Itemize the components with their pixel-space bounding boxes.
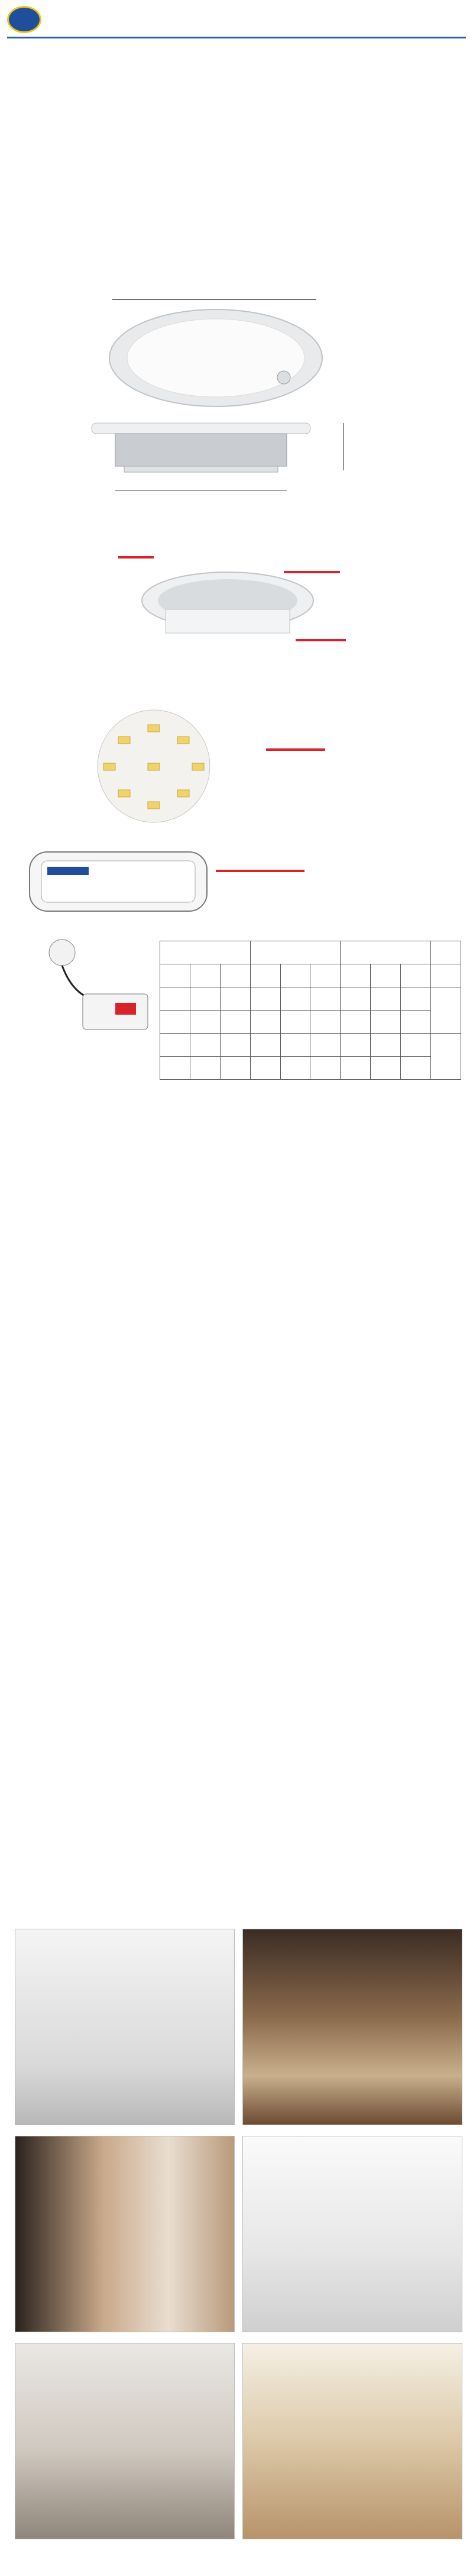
table-cell bbox=[220, 964, 250, 987]
table-cell bbox=[250, 1057, 280, 1080]
table-cell bbox=[401, 1011, 431, 1034]
table-row bbox=[160, 1057, 461, 1080]
table-cell bbox=[220, 1057, 250, 1080]
table-header bbox=[160, 941, 251, 964]
table-cell bbox=[220, 987, 250, 1011]
scene-photo-corridor bbox=[15, 1929, 235, 2125]
function-cell bbox=[431, 987, 461, 1034]
table-cell bbox=[401, 1034, 431, 1057]
table-cell bbox=[280, 964, 310, 987]
table-cell bbox=[341, 1011, 371, 1034]
pointer-arrow bbox=[216, 870, 304, 872]
pointer-arrow bbox=[118, 556, 154, 559]
table-cell bbox=[280, 1057, 310, 1080]
brand-logo bbox=[7, 6, 41, 33]
table-header bbox=[250, 941, 341, 964]
table-cell bbox=[250, 987, 280, 1011]
table-cell bbox=[310, 964, 341, 987]
adjustment-table bbox=[160, 941, 461, 1080]
table-cell bbox=[401, 987, 431, 1011]
table-header bbox=[341, 941, 431, 964]
scene-photo-living-room bbox=[242, 2343, 462, 2539]
lamp-detail-image bbox=[139, 568, 316, 645]
lamp-front-image bbox=[106, 308, 325, 408]
table-cell bbox=[401, 964, 431, 987]
diameter-dimension-line bbox=[112, 299, 316, 300]
table-row bbox=[160, 1011, 461, 1034]
scene-photo-hallway bbox=[15, 2136, 235, 2332]
table-cell bbox=[160, 1011, 190, 1034]
scene-photo-kitchen bbox=[15, 2343, 235, 2539]
table-cell bbox=[401, 1057, 431, 1080]
table-cell bbox=[190, 1057, 220, 1080]
table-cell bbox=[371, 964, 401, 987]
table-cell bbox=[371, 1034, 401, 1057]
table-header bbox=[431, 941, 461, 964]
table-row bbox=[160, 987, 461, 1011]
table-cell bbox=[341, 987, 371, 1011]
table-cell bbox=[160, 987, 190, 1011]
table-cell bbox=[160, 1057, 190, 1080]
side-view-diagram bbox=[109, 1444, 364, 1621]
table-cell bbox=[371, 987, 401, 1011]
header bbox=[7, 2, 466, 38]
table-cell bbox=[250, 964, 280, 987]
table-row bbox=[160, 1034, 461, 1057]
led-board-image bbox=[47, 707, 260, 825]
sensor-module-image bbox=[41, 935, 160, 1041]
table-cell bbox=[190, 964, 220, 987]
table-cell bbox=[341, 1057, 371, 1080]
table-cell bbox=[190, 1011, 220, 1034]
table-cell bbox=[190, 1034, 220, 1057]
table-cell bbox=[341, 1034, 371, 1057]
function-cell bbox=[431, 1034, 461, 1080]
table-cell bbox=[160, 964, 190, 987]
table-cell bbox=[250, 1034, 280, 1057]
table-cell bbox=[371, 1057, 401, 1080]
table-cell bbox=[310, 1011, 341, 1034]
table-cell bbox=[250, 1011, 280, 1034]
table-cell bbox=[160, 1034, 190, 1057]
top-view-diagram bbox=[151, 1645, 322, 1816]
table-cell bbox=[310, 1034, 341, 1057]
table-cell bbox=[431, 964, 461, 987]
table-cell bbox=[310, 987, 341, 1011]
table-cell bbox=[341, 964, 371, 987]
table-cell bbox=[280, 1011, 310, 1034]
scene-photo-lobby bbox=[242, 1929, 462, 2125]
pointer-arrow bbox=[266, 748, 325, 751]
table-cell bbox=[280, 1034, 310, 1057]
lamp-side-image bbox=[89, 417, 313, 476]
scene-photo-staircase bbox=[242, 2136, 462, 2332]
table-cell bbox=[371, 1011, 401, 1034]
table-cell bbox=[220, 1011, 250, 1034]
height-dimension-line bbox=[343, 423, 344, 470]
table-cell bbox=[310, 1057, 341, 1080]
power-driver-image bbox=[24, 840, 213, 923]
table-cell bbox=[190, 987, 220, 1011]
table-cell bbox=[220, 1034, 250, 1057]
table-cell bbox=[280, 987, 310, 1011]
